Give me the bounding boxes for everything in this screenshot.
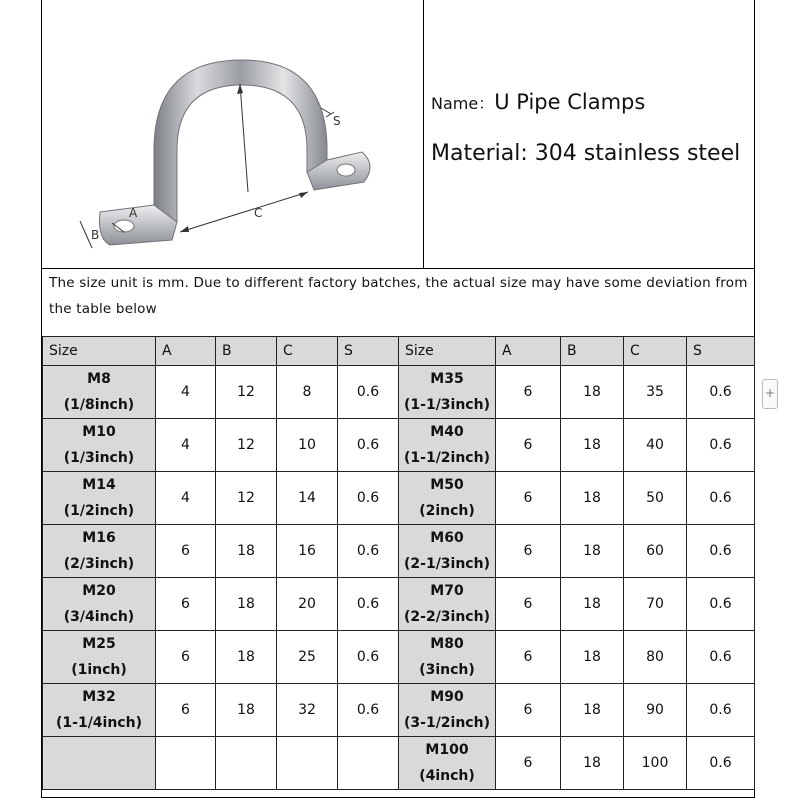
size-cell [399,631,496,684]
value-c: 35 [624,366,687,419]
size-cell [399,578,496,631]
clamp-diagram [42,0,423,268]
size-inch: (1/8inch) [63,397,135,413]
side-expand-button[interactable]: + [762,379,778,409]
table-row [43,578,755,631]
header-divider [423,0,424,268]
value-c: 70 [624,578,687,631]
size-cell [399,472,496,525]
dimension-s-label: S [333,114,341,128]
value-b: 18 [216,684,277,737]
table-header-row [43,337,755,366]
value-c: 50 [624,472,687,525]
value-s: 0.6 [687,419,755,472]
size-cell [43,419,156,472]
size-cell [43,472,156,525]
value-b: 18 [561,525,624,578]
value-a: 6 [156,578,216,631]
size-metric: M14 [82,477,116,493]
value-a: 6 [496,525,561,578]
value-a: 6 [496,737,561,790]
header-b: B [216,337,277,366]
value-b: 18 [561,366,624,419]
size-inch: (1-1/2inch) [404,450,490,466]
value-s: 0.6 [338,472,399,525]
size-cell [43,737,156,790]
size-table [42,336,755,790]
product-name [431,90,645,114]
size-metric: M20 [82,583,116,599]
value-a: 6 [156,525,216,578]
size-inch: (2/3inch) [63,556,135,572]
size-inch: (2-2/3inch) [404,609,490,625]
value-s: 0.6 [338,525,399,578]
header-b-2: B [561,337,624,366]
value-c: 20 [277,578,338,631]
name-label: Name： [431,94,495,113]
size-inch: (1-1/3inch) [404,397,490,413]
size-metric: M90 [430,689,464,705]
name-value: U Pipe Clamps [494,90,646,114]
size-inch: (1inch) [71,662,127,678]
value-c: 60 [624,525,687,578]
value-c [277,737,338,790]
header-a: A [156,337,216,366]
product-material [431,141,740,166]
size-metric: M32 [82,689,116,705]
size-metric: M40 [430,424,464,440]
value-a: 6 [496,366,561,419]
value-a: 4 [156,419,216,472]
size-cell [399,419,496,472]
value-s: 0.6 [338,684,399,737]
value-a: 4 [156,472,216,525]
value-a [156,737,216,790]
value-s: 0.6 [687,578,755,631]
size-cell [43,631,156,684]
value-c: 100 [624,737,687,790]
value-b: 18 [561,419,624,472]
bottom-rule [41,797,755,798]
size-cell [43,366,156,419]
header-s: S [338,337,399,366]
value-c: 90 [624,684,687,737]
header-c-2: C [624,337,687,366]
value-a: 6 [496,684,561,737]
header-s-2: S [687,337,755,366]
size-inch: (1/2inch) [63,503,135,519]
size-metric: M10 [82,424,116,440]
value-a: 6 [156,631,216,684]
size-metric: M70 [430,583,464,599]
size-note: The size unit is mm. Due to different factory batches, the actual size may have some deviation from the table below [49,275,748,317]
value-b [216,737,277,790]
value-c: 32 [277,684,338,737]
value-s: 0.6 [338,366,399,419]
value-a: 6 [496,578,561,631]
value-b: 18 [561,684,624,737]
table-row [43,366,755,419]
table-row [43,684,755,737]
value-b: 18 [561,631,624,684]
header-size-2: Size [399,337,496,366]
value-b: 18 [216,631,277,684]
value-s: 0.6 [687,525,755,578]
value-c: 25 [277,631,338,684]
size-inch: (1/3inch) [63,450,135,466]
value-b: 12 [216,366,277,419]
dimension-a-label: A [129,206,138,220]
value-c: 10 [277,419,338,472]
value-a: 6 [496,419,561,472]
value-b: 12 [216,472,277,525]
size-cell [399,525,496,578]
value-s: 0.6 [338,419,399,472]
header-size: Size [43,337,156,366]
table-row [43,525,755,578]
value-c: 8 [277,366,338,419]
value-b: 18 [216,525,277,578]
size-inch: (2-1/3inch) [404,556,490,572]
value-b: 18 [216,578,277,631]
size-inch: (4inch) [419,768,475,784]
value-b: 12 [216,419,277,472]
value-s: 0.6 [687,737,755,790]
value-s: 0.6 [338,631,399,684]
value-a: 4 [156,366,216,419]
value-a: 6 [496,472,561,525]
header-a-2: A [496,337,561,366]
value-s: 0.6 [687,684,755,737]
size-inch: (3-1/2inch) [404,715,490,731]
size-cell [399,684,496,737]
material-label: Material: [431,141,528,166]
value-c: 16 [277,525,338,578]
value-a: 6 [156,684,216,737]
dimension-c-label: C [254,206,263,220]
value-c: 40 [624,419,687,472]
size-inch: (2inch) [419,503,475,519]
value-s: 0.6 [687,472,755,525]
material-value: 304 stainless steel [534,141,741,166]
size-cell [43,525,156,578]
size-metric: M50 [430,477,464,493]
product-sheet [41,0,755,797]
size-cell [399,737,496,790]
size-metric: M8 [87,371,111,387]
size-cell [43,684,156,737]
size-cell [43,578,156,631]
value-a: 6 [496,631,561,684]
size-cell [399,366,496,419]
table-row [43,419,755,472]
table-row [43,631,755,684]
value-c: 14 [277,472,338,525]
size-metric: M80 [430,636,464,652]
value-s: 0.6 [687,366,755,419]
size-metric: M25 [82,636,116,652]
size-inch: (3inch) [419,662,475,678]
value-b: 18 [561,578,624,631]
value-s: 0.6 [687,631,755,684]
size-metric: M16 [82,530,116,546]
value-b: 18 [561,737,624,790]
table-row [43,472,755,525]
size-inch: (3/4inch) [63,609,135,625]
value-s [338,737,399,790]
table-row [43,737,755,790]
size-metric: M35 [430,371,464,387]
value-b: 18 [561,472,624,525]
size-inch: (1-1/4inch) [56,715,142,731]
value-c: 80 [624,631,687,684]
size-metric: M100 [425,742,469,758]
size-metric: M60 [430,530,464,546]
product-header [42,0,754,269]
header-c: C [277,337,338,366]
dimension-b-label: B [91,228,100,242]
value-s: 0.6 [338,578,399,631]
